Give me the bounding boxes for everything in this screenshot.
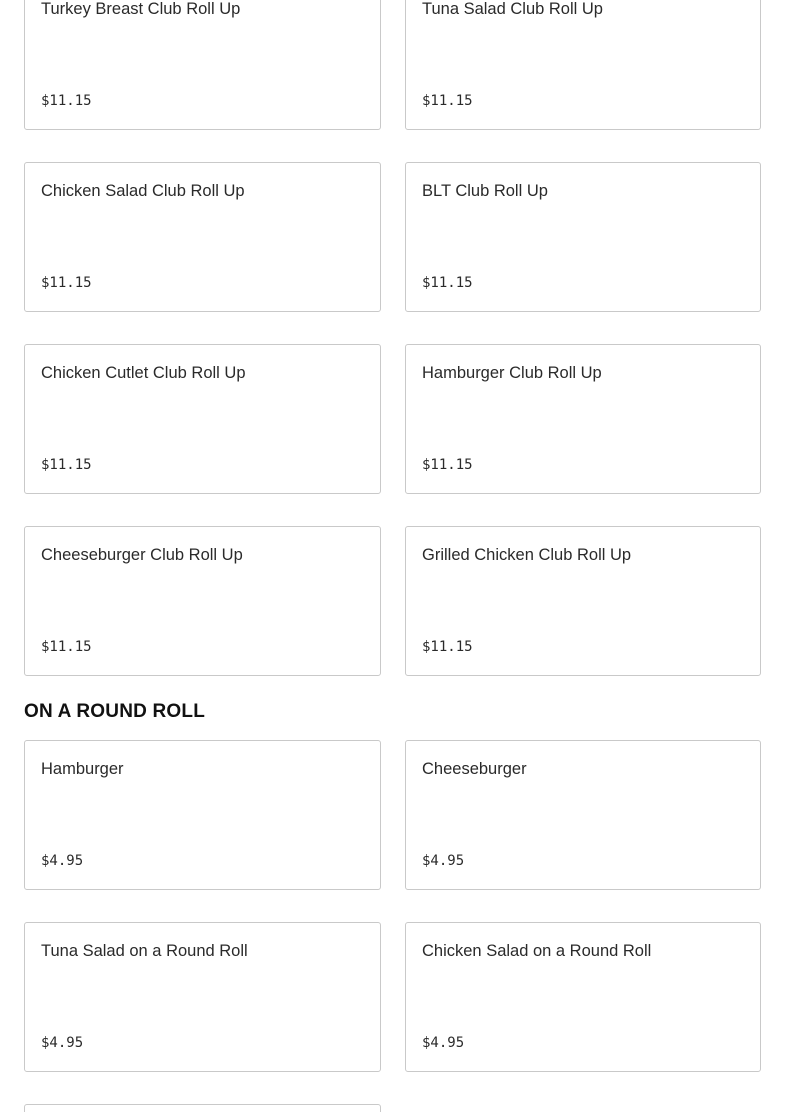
menu-item-card[interactable] bbox=[24, 344, 381, 494]
menu-item-card[interactable] bbox=[24, 922, 381, 1072]
menu-item-card[interactable] bbox=[24, 526, 381, 676]
menu-item-card[interactable] bbox=[24, 1104, 381, 1112]
menu-item-card[interactable] bbox=[24, 740, 381, 890]
menu-item-card[interactable] bbox=[405, 162, 761, 312]
menu-item-name: Cheeseburger bbox=[422, 760, 527, 778]
menu-item-card[interactable] bbox=[405, 526, 761, 676]
menu-item-name: Chicken Cutlet Club Roll Up bbox=[41, 364, 246, 382]
menu-item-price: $4.95 bbox=[41, 1035, 84, 1051]
menu-item-name: BLT Club Roll Up bbox=[422, 182, 548, 200]
menu-item-price: $4.95 bbox=[422, 853, 465, 869]
menu-item-name: Turkey Breast Club Roll Up bbox=[41, 0, 241, 18]
menu-item-card[interactable] bbox=[405, 740, 761, 890]
club-roll-up-grid bbox=[24, 0, 761, 676]
menu-item-price: $11.15 bbox=[41, 457, 92, 473]
menu-item-card[interactable] bbox=[405, 344, 761, 494]
section-title: ON A ROUND ROLL bbox=[24, 701, 206, 722]
menu-item-price: $11.15 bbox=[422, 457, 473, 473]
menu-item-price: $11.15 bbox=[422, 93, 473, 109]
menu-item-price: $11.15 bbox=[41, 275, 92, 291]
menu-item-name: Hamburger Club Roll Up bbox=[422, 364, 602, 382]
menu-item-name: Tuna Salad on a Round Roll bbox=[41, 942, 248, 960]
menu-item-card[interactable] bbox=[24, 162, 381, 312]
menu-item-price: $11.15 bbox=[41, 639, 92, 655]
menu-item-card[interactable] bbox=[405, 922, 761, 1072]
menu-item-card[interactable] bbox=[24, 0, 381, 130]
menu-item-price: $11.15 bbox=[422, 639, 473, 655]
round-roll-grid bbox=[24, 740, 761, 1112]
menu-item-name: Hamburger bbox=[41, 760, 124, 778]
menu-item-price: $11.15 bbox=[41, 93, 92, 109]
menu-item-name: Chicken Salad on a Round Roll bbox=[422, 942, 652, 960]
menu-item-card[interactable] bbox=[405, 0, 761, 130]
menu-item-price: $4.95 bbox=[422, 1035, 465, 1051]
menu-item-name: Cheeseburger Club Roll Up bbox=[41, 546, 243, 564]
menu-item-price: $4.95 bbox=[41, 853, 84, 869]
menu-item-name: Tuna Salad Club Roll Up bbox=[422, 0, 603, 18]
menu-item-name: Chicken Salad Club Roll Up bbox=[41, 182, 245, 200]
menu-item-name: Grilled Chicken Club Roll Up bbox=[422, 546, 632, 564]
menu-item-price: $11.15 bbox=[422, 275, 473, 291]
